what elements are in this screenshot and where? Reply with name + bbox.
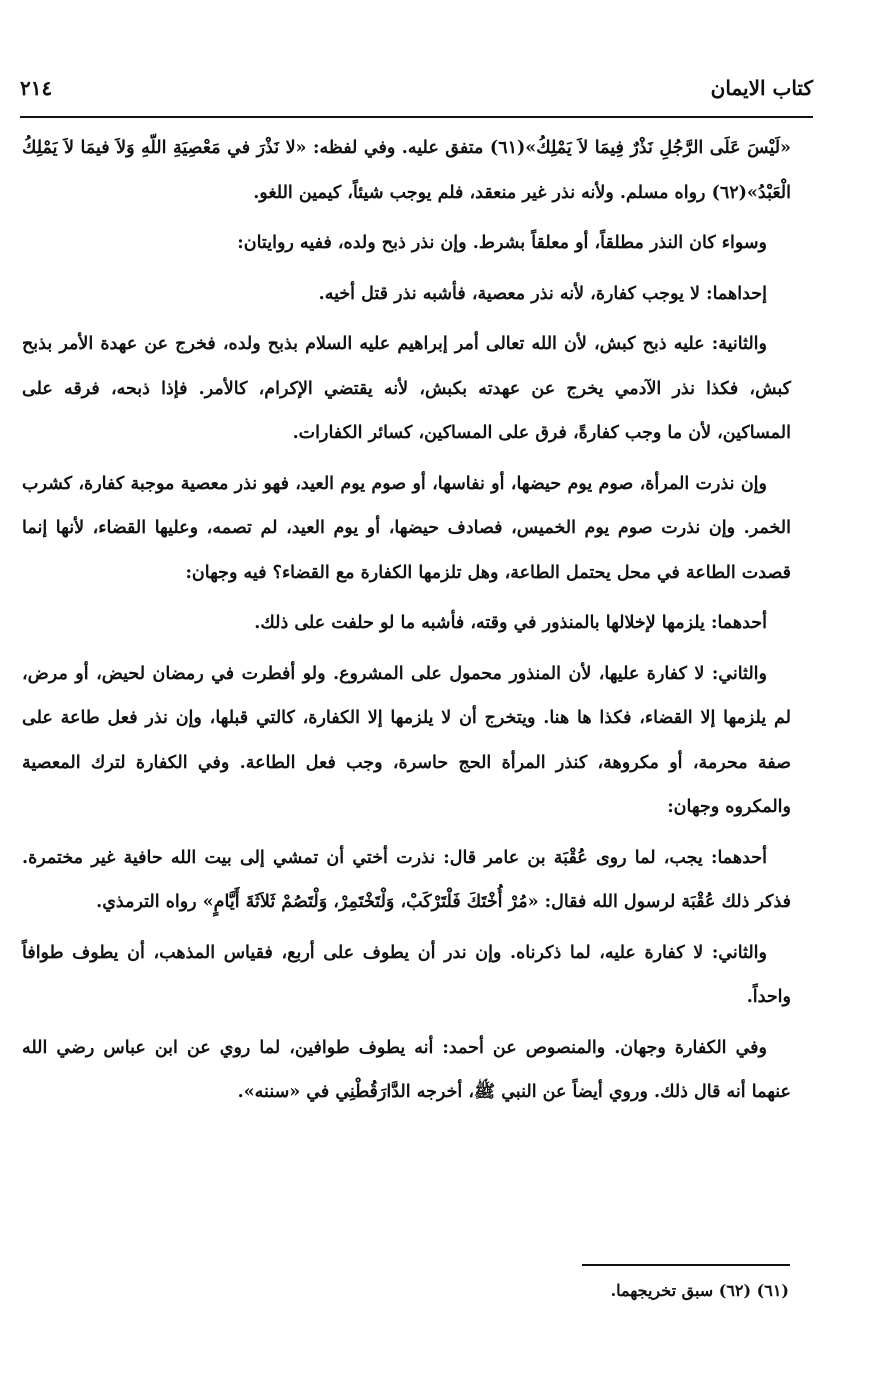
paragraph-text: وفي الكفارة وجهان. والمنصوص عن أحمد: أنه يطوف طوافين، لما روي عن ابن عباس رضي الله عنهما أنه قال ذلك. وروي أيضاً عن النبي ﷺ، أخرجه الدَّارَقُطْنِي في «سننه». [22, 1037, 791, 1102]
paragraph-text: لا يوجب كفارة، لأنه نذر معصية، فأشبه نذر قتل أخيه. [318, 283, 707, 304]
paragraph-text: يجب، لما روى عُقْبَة بن عامر قال: نذرت أختي أن تمشي إلى بيت الله حافية غير مختمرة. فذكر ذلك عُقْبَة لرسول الله فقال: «مُرْ أُخْتَكَ فَلْتَرْكَبْ، وَلْتَخْتَمِرْ، وَلْتَصُمْ ثَلاَثَةَ أَيَّامٍ» رواه الترمذي. [22, 847, 791, 912]
paragraph [22, 126, 791, 215]
page-number: ٢١٤ [20, 76, 53, 100]
paragraph [22, 836, 791, 925]
paragraph [22, 652, 791, 830]
footnote-divider [582, 1264, 790, 1266]
paragraph-text: «لَيْسَ عَلَى الرَّجُلِ نَذْرٌ فِيمَا لاَ يَمْلِكُ»(٦١) متفق عليه. وفي لفظه: «لا نَذْرَ في مَعْصِيَةِ اللّهِ وَلاَ فيمَا لاَ يَمْلِكُ الْعَبْدُ»(٦٢) رواه مسلم. ولأنه نذر غير منعقد، فلم يوجب شيئاً، كيمين اللغو. [22, 138, 791, 203]
paragraph-text: لا كفارة عليه، لما ذكرناه. وإن ندر أن يطوف على أربع، فقياس المذهب، أن يطوف طوافاً واحداً. [22, 942, 791, 1007]
page-header [20, 68, 813, 108]
paragraph [22, 601, 791, 646]
header-divider [20, 116, 813, 118]
paragraph [22, 272, 791, 317]
paragraph-term: والثاني: [711, 942, 767, 963]
paragraph-term: والثانية: [711, 334, 767, 354]
paragraph-text: لا كفارة عليها، لأن المنذور محمول على المشروع. ولو أفطرت في رمضان لحيض، أو مرض، لم يلزمها إلا القضاء، فكذا ها هنا. ويتخرج أن لا يلزمها إلا الكفارة، كالتي قبلها، وإن نذر فعل طاعة على صفة محرمة، أو مكروهة، كنذر المرأة الحج حاسرة، وجب فعل الطاعة. وفي الكفارة لترك المعصية والمكروه وجهان: [22, 663, 791, 817]
paragraph [22, 1026, 791, 1115]
paragraph [22, 931, 791, 1020]
paragraph-term: أحدهما: [710, 613, 767, 633]
paragraph-text: وإن نذرت المرأة، صوم يوم حيضها، أو نفاسها، أو صوم يوم العيد، فهو نذر معصية موجبة كفارة، كشرب الخمر. وإن نذرت صوم يوم الخميس، فصادف حيضها، أو يوم العيد، لم تصمه، وعليها القضاء، لأنها إنما قصدت الطاعة في محل يحتمل الطاعة، وهل تلزمها الكفارة مع القضاء؟ فيه وجهان: [22, 473, 791, 583]
book-title: كتاب الايمان [710, 76, 813, 100]
paragraph-text: يلزمها لإخلالها بالمنذور في وقته، فأشبه ما لو حلفت على ذلك. [254, 613, 711, 633]
paragraph-term: إحداهما: [706, 283, 767, 304]
paragraph-term: أحدهما: [710, 847, 767, 868]
footnote: (٦١) (٦٢) سبق تخريجهما. [610, 1281, 789, 1300]
paragraph [22, 462, 791, 596]
paragraph-term: والثاني: [711, 663, 767, 684]
paragraph-text: عليه ذبح كبش، لأن الله تعالى أمر إبراهيم عليه السلام بذبح ولده، فخرج عن عهدة الأمر بذبح كبش، فكذا نذر الآدمي يخرج عن عهدته بكبش، لأنه يقتضي الإكرام، كالأمر. فإذا ذبحه، فرقه على المساكين، لأن ما وجب كفارةً، فرق على المساكين، كسائر الكفارات. [22, 334, 791, 443]
paragraph [22, 221, 791, 266]
main-text [22, 126, 791, 1121]
paragraph [22, 322, 791, 456]
paragraph-text: وسواء كان النذر مطلقاً، أو معلقاً بشرط. وإن نذر ذبح ولده، ففيه روايتان: [237, 233, 767, 253]
